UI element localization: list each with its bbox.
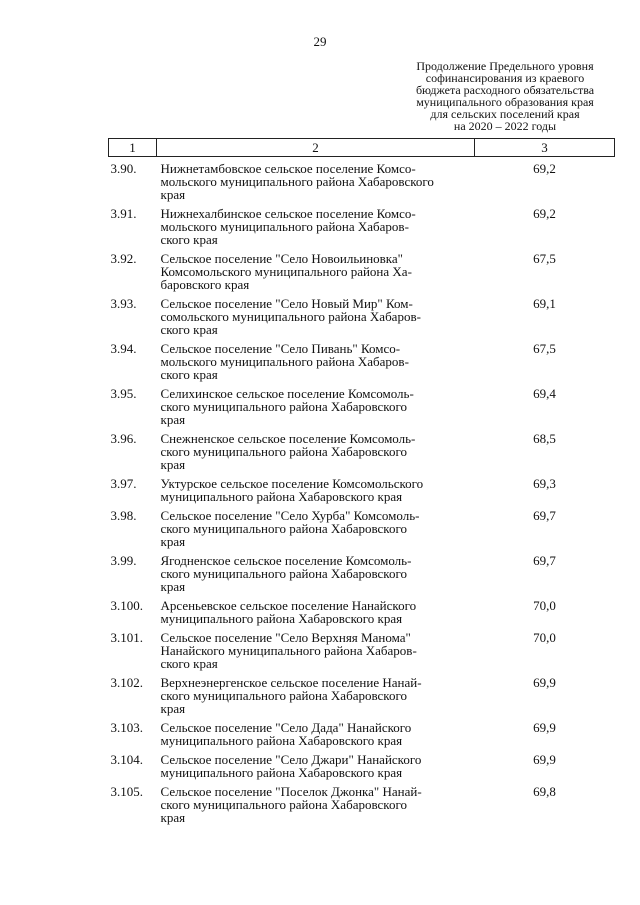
table-row: [109, 157, 615, 208]
row-number: 3.94.: [110, 341, 137, 356]
cofinancing-value: 69,9: [533, 752, 556, 767]
cofinancing-value: 68,5: [533, 431, 556, 446]
row-number: 3.100.: [110, 598, 143, 613]
settlement-name: Селихинское сельское поселение Комсомоль- ского муниципального района Хабаровского края: [160, 386, 414, 427]
row-number: 3.93.: [110, 296, 137, 311]
row-number: 3.99.: [110, 553, 137, 568]
row-number: 3.90.: [110, 161, 137, 176]
table-row: [109, 599, 615, 631]
settlement-name: Нижнехалбинское сельское поселение Комсо- мольского муниципального района Хабаров- ского края: [160, 206, 416, 247]
row-number: 3.101.: [110, 630, 143, 645]
row-number: 3.97.: [110, 476, 137, 491]
table-row: [109, 297, 615, 342]
settlement-name: Сельское поселение "Село Хурба" Комсомоль- ского муниципального района Хабаровского края: [160, 508, 420, 549]
table-row: [109, 387, 615, 432]
table-row: [109, 631, 615, 676]
settlement-name: Верхнеэнергенское сельское поселение Нанай- ского муниципального района Хабаровского края: [160, 675, 422, 716]
cofinancing-value: 69,2: [533, 161, 556, 176]
settlement-name: Снежненское сельское поселение Комсомоль- ского муниципального района Хабаровского края: [160, 431, 416, 472]
header-line: Продолжение Предельного уровня: [416, 59, 594, 73]
header-line: для сельских поселений края: [430, 107, 580, 121]
header-line: муниципального образования края: [416, 95, 594, 109]
cofinancing-value: 69,3: [533, 476, 556, 491]
column-header-name: 2: [157, 139, 475, 157]
row-number: 3.103.: [110, 720, 143, 735]
cofinancing-value: 67,5: [533, 341, 556, 356]
header-line: бюджета расходного обязательства: [415, 83, 595, 97]
settlement-name: Ягодненское сельское поселение Комсомоль- ского муниципального района Хабаровского края: [160, 553, 412, 594]
cofinancing-value: 69,2: [533, 206, 556, 221]
column-header-value: 3: [475, 139, 615, 157]
table-row: [109, 554, 615, 599]
settlement-name: Арсеньевское сельское поселение Нанайского муниципального района Хабаровского края: [160, 598, 417, 626]
settlement-name: Сельское поселение "Село Пивань" Комсо- мольского муниципального района Хабаров- ского края: [160, 341, 409, 382]
row-number: 3.105.: [110, 784, 143, 799]
cofinancing-value: 69,7: [533, 508, 556, 523]
settlement-name: Сельское поселение "Село Новый Мир" Ком- сомольского муниципального района Хабаров- ского края: [160, 296, 421, 337]
cofinancing-value: 67,5: [533, 251, 556, 266]
continuation-header: [396, 60, 614, 132]
header-line: на 2020 – 2022 годы: [453, 119, 557, 133]
header-line: софинансирования из краевого: [425, 71, 585, 85]
cofinancing-value: 69,8: [533, 784, 556, 799]
row-number: 3.95.: [110, 386, 137, 401]
settlement-name: Уктурское сельское поселение Комсомольского муниципального района Хабаровского края: [160, 476, 424, 504]
settlement-name: Нижнетамбовское сельское поселение Комсо- мольского муниципального района Хабаровского края: [160, 161, 434, 202]
table-row: [109, 432, 615, 477]
cofinancing-value: 69,9: [533, 675, 556, 690]
table-row: [109, 207, 615, 252]
settlement-name: Сельское поселение "Село Новоильиновка" Комсомольского муниципального района Ха- баровского края: [160, 251, 412, 292]
settlement-name: Сельское поселение "Поселок Джонка" Нанай- ского муниципального района Хабаровского края: [160, 784, 422, 825]
table-row: [109, 252, 615, 297]
cofinancing-table: [108, 138, 615, 830]
page-number: 29: [313, 34, 327, 49]
row-number: 3.96.: [110, 431, 137, 446]
table-body: [109, 157, 615, 831]
row-number: 3.91.: [110, 206, 137, 221]
cofinancing-value: 69,7: [533, 553, 556, 568]
row-number: 3.102.: [110, 675, 143, 690]
table-row: [109, 676, 615, 721]
table-row: [109, 509, 615, 554]
settlement-name: Сельское поселение "Село Дада" Нанайского муниципального района Хабаровского края: [160, 720, 412, 748]
settlement-name: Сельское поселение "Село Джари" Нанайского муниципального района Хабаровского края: [160, 752, 422, 780]
cofinancing-value: 70,0: [533, 598, 556, 613]
row-number: 3.92.: [110, 251, 137, 266]
row-number: 3.98.: [110, 508, 137, 523]
row-number: 3.104.: [110, 752, 143, 767]
table-row: [109, 785, 615, 830]
cofinancing-value: 69,4: [533, 386, 556, 401]
settlement-name: Сельское поселение "Село Верхняя Манома" Нанайского муниципального района Хабаров- ского края: [160, 630, 417, 671]
table-row: [109, 477, 615, 509]
cofinancing-value: 70,0: [533, 630, 556, 645]
table-header-row: [109, 139, 615, 157]
column-header-number: 1: [109, 139, 157, 157]
cofinancing-value: 69,1: [533, 296, 556, 311]
table-row: [109, 753, 615, 785]
table-row: [109, 342, 615, 387]
table-row: [109, 721, 615, 753]
cofinancing-value: 69,9: [533, 720, 556, 735]
